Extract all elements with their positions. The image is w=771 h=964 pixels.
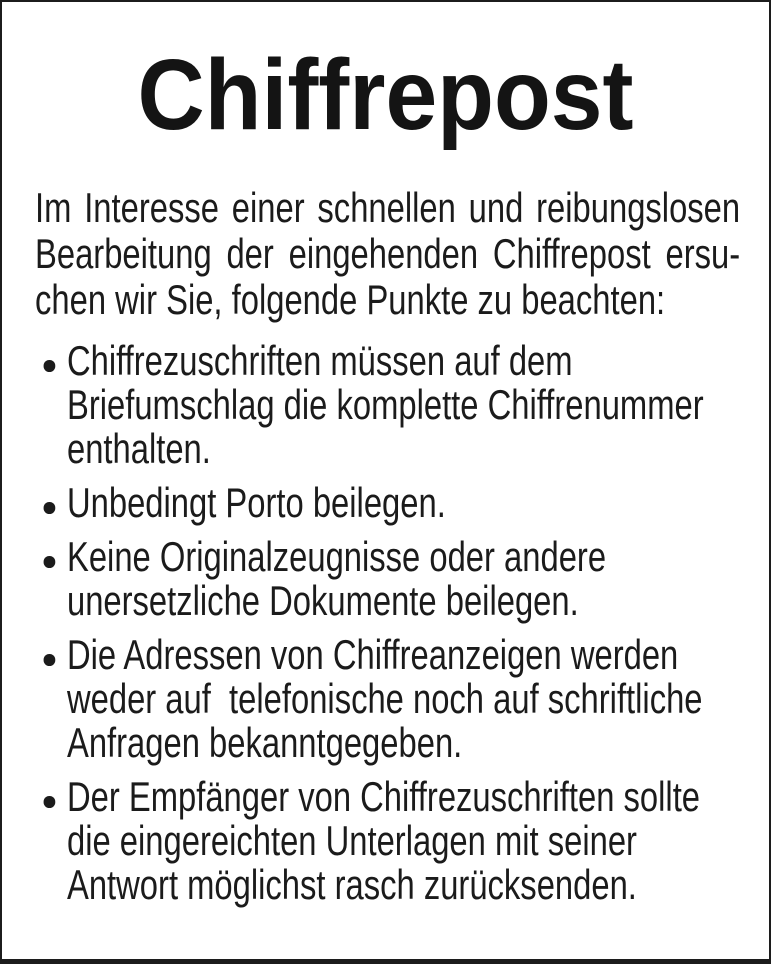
bullet-line: Anfragen bekanntgegeben. (66, 719, 463, 766)
bullet-icon (44, 796, 55, 808)
bullet-line: enthalten. (66, 425, 211, 472)
bullet-line: Die Adressen von Chiffreanzeigen werden (66, 631, 679, 678)
bullet-item (35, 339, 740, 471)
bullet-line: Der Empfänger von Chiffrezuschriften sollte (66, 773, 701, 820)
bullet-line: unersetzliche Dokumente beilegen. (66, 577, 579, 624)
bullet-line: Unbedingt Porto beilegen. (66, 479, 446, 526)
bullet-line: Keine Originalzeugnisse oder andere (66, 533, 607, 580)
intro-line: chen wir Sie, folgende Punkte zu beachten: (35, 276, 666, 323)
bullet-item (35, 633, 740, 765)
bullet-line: Antwort möglichst rasch zurücksenden. (66, 861, 637, 908)
bullet-line: Chiffrezuschriften müssen auf dem (66, 337, 573, 384)
bullet-list (35, 339, 740, 907)
intro-paragraph (35, 185, 740, 323)
bullet-icon (44, 556, 55, 568)
notice-body (35, 185, 740, 917)
bullet-line: weder auf telefonische noch auf schriftliche (66, 675, 703, 722)
bullet-icon (44, 502, 55, 514)
bullet-line: Briefumschlag die komplette Chiffrenummer (66, 381, 704, 428)
bullet-icon (44, 654, 55, 666)
intro-line: Im Interesse einer schnellen und reibungslosen (35, 184, 741, 231)
intro-line: Bearbeitung der eingehenden Chiffrepost ersu- (35, 230, 741, 277)
page-title: Chiffrepost (137, 39, 634, 151)
bullet-icon (44, 360, 55, 372)
bullet-item (35, 481, 740, 525)
bullet-item (35, 535, 740, 623)
bullet-item (35, 775, 740, 907)
bullet-line: die eingereichten Unterlagen mit seiner (66, 817, 637, 864)
